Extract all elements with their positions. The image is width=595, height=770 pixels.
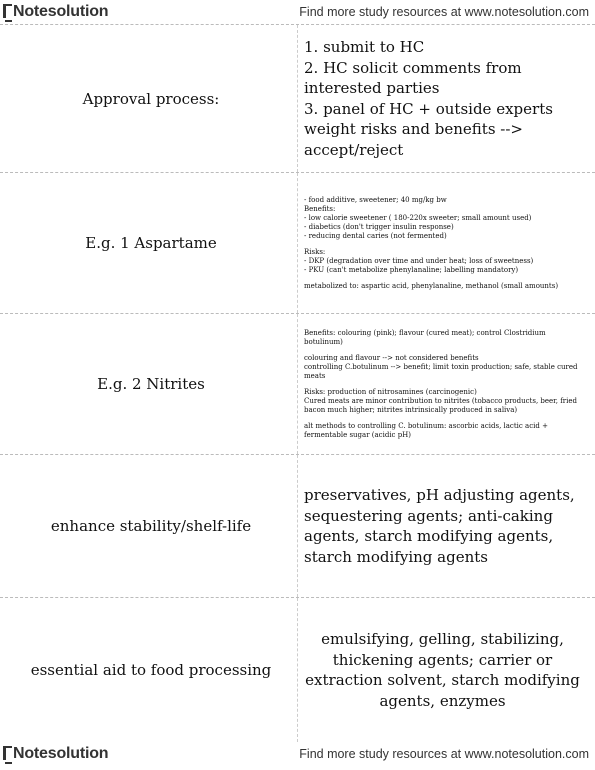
notesolution-logo-icon (3, 4, 12, 18)
definition-line: emulsifying, gelling, stabilizing, (321, 630, 564, 648)
flashcard-approval-process (0, 24, 595, 172)
logo-text: Notesolution (13, 3, 109, 20)
card-definition (304, 314, 581, 454)
definition-line: accept/reject (304, 140, 404, 159)
definition-line: - PKU (can't metabolize phenylanaline; labelling mandatory) (304, 265, 519, 274)
definition-line: sequestering agents; anti-caking (304, 506, 553, 525)
definition-line: meats (304, 371, 326, 380)
card-divider (297, 314, 298, 454)
footer-tagline[interactable]: Find more study resources at www.notesolution.com (299, 747, 589, 761)
flashcard-enhance-stability (0, 454, 595, 597)
definition-line: starch modifying agents (304, 547, 488, 566)
card-term: Approval process: (82, 89, 220, 108)
definition-line: controlling C.botulinum --> benefit; limit toxin production; safe, stable cured (304, 362, 578, 371)
card-term: essential aid to food processing (30, 661, 272, 679)
definition-line: Benefits: colouring (pink); flavour (cured meat); control Clostridium (304, 328, 546, 337)
card-divider (297, 598, 298, 742)
definition-line: agents, starch modifying agents, (304, 527, 554, 545)
card-definition (304, 25, 581, 172)
definition-line: - reducing dental caries (not fermented) (304, 231, 447, 240)
definition-line: weight risks and benefits --> (304, 120, 523, 138)
header-tagline[interactable]: Find more study resources at www.notesolution.com (299, 5, 589, 19)
definition-line: Benefits: (304, 204, 336, 213)
definition-line: agents, enzymes (379, 691, 506, 710)
card-divider (297, 25, 298, 172)
definition-line: - low calorie sweetener ( 180-220x sweeter; small amount used) (304, 213, 532, 222)
definition-line: metabolized to: aspartic acid, phenylanaline, methanol (small amounts) (304, 281, 559, 290)
definition-line: bacon much higher; nitrites intrinsically produced in saliva) (304, 405, 518, 414)
definition-line: interested parties (304, 79, 440, 97)
definition-line: preservatives, pH adjusting agents, (304, 486, 575, 504)
page-footer (0, 742, 595, 766)
definition-line: botulinum) (304, 337, 343, 346)
definition-line: Risks: production of nitrosamines (carcinogenic) (304, 387, 477, 396)
page-header (0, 0, 595, 24)
definition-line: - food additive, sweetener; 40 mg/kg bw (304, 195, 447, 204)
notesolution-logo-icon (3, 746, 12, 760)
definition-line: extraction solvent, starch modifying (305, 671, 580, 689)
card-term: E.g. 2 Nitrites (97, 375, 205, 393)
card-divider (297, 455, 298, 597)
definition-line: thickening agents; carrier or (332, 650, 553, 669)
definition-line: 3. panel of HC + outside experts (304, 99, 553, 118)
definition-line: colouring and flavour --> not considered benefits (304, 353, 479, 362)
definition-line: - diabetics (don't trigger insulin response) (304, 222, 454, 231)
notesolution-logo[interactable] (3, 745, 108, 763)
definition-line: Risks: (304, 247, 326, 256)
card-term: E.g. 1 Aspartame (85, 234, 217, 252)
logo-text: Notesolution (13, 745, 109, 762)
flashcard-nitrites (0, 313, 595, 454)
card-divider (297, 173, 298, 313)
card-term: enhance stability/shelf-life (50, 517, 252, 535)
card-definition (304, 455, 581, 597)
flashcard-aspartame (0, 172, 595, 313)
notesolution-logo[interactable] (3, 3, 108, 21)
flashcard-food-processing-aid (0, 597, 595, 742)
card-definition (304, 598, 581, 742)
definition-line: Cured meats are minor contribution to nitrites (tobacco products, beer, fried (304, 396, 577, 405)
definition-line: - DKP (degradation over time and under heat; loss of sweetness) (304, 256, 534, 265)
definition-line: 1. submit to HC (304, 38, 425, 56)
card-definition (304, 173, 581, 313)
definition-line: fermentable sugar (acidic pH) (304, 430, 412, 439)
definition-line: 2. HC solicit comments from (304, 58, 522, 77)
definition-line: alt methods to controlling C. botulinum: ascorbic acids, lactic acid + (304, 421, 548, 430)
